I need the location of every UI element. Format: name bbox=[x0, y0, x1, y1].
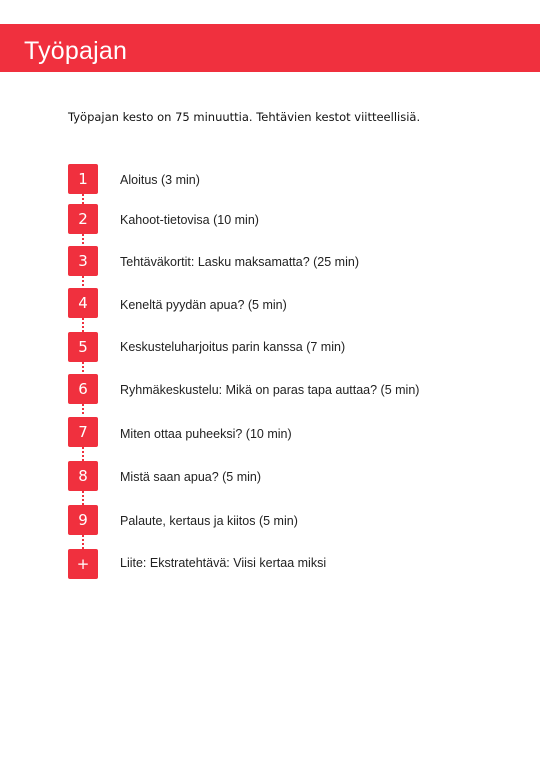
step-number-badge: 6 bbox=[68, 374, 98, 404]
step-label: Tehtäväkortit: Lasku maksamatta? (25 min) bbox=[120, 255, 359, 269]
connector bbox=[82, 491, 84, 505]
step-number-badge: 7 bbox=[68, 417, 98, 447]
step-label: Keneltä pyydän apua? (5 min) bbox=[120, 298, 287, 312]
connector bbox=[82, 276, 84, 286]
step-label: Keskusteluharjoitus parin kanssa (7 min) bbox=[120, 340, 346, 354]
step-number-badge: 1 bbox=[68, 164, 98, 194]
step-label: Ryhmäkeskustelu: Mikä on paras tapa auttaa? (5 min) bbox=[120, 383, 420, 397]
step-label: Mistä saan apua? (5 min) bbox=[120, 470, 262, 484]
step-label: Aloitus (3 min) bbox=[120, 173, 200, 187]
connector bbox=[82, 194, 84, 204]
step-number-badge: 4 bbox=[68, 288, 98, 318]
step-label: Palaute, kertaus ja kiitos (5 min) bbox=[120, 514, 298, 528]
step-number-badge: + bbox=[68, 549, 98, 579]
step-number-badge: 8 bbox=[68, 461, 98, 491]
connector bbox=[82, 535, 84, 549]
connector bbox=[82, 362, 84, 374]
step-number-badge: 9 bbox=[68, 505, 98, 535]
connector bbox=[82, 447, 84, 461]
step-label: Kahoot-tietovisa (10 min) bbox=[120, 213, 259, 227]
step-number-badge: 2 bbox=[68, 204, 98, 234]
step-label: Liite: Ekstratehtävä: Viisi kertaa miksi bbox=[120, 556, 327, 570]
step-label: Miten ottaa puheeksi? (10 min) bbox=[120, 427, 292, 441]
step-number-badge: 3 bbox=[68, 246, 98, 276]
connector bbox=[82, 318, 84, 332]
connector bbox=[82, 234, 84, 244]
intro-text: Työpajan kesto on 75 minuuttia. Tehtävien kestot viitteellisiä. bbox=[68, 110, 421, 124]
page-title: Työpajan bbox=[24, 37, 128, 65]
connector bbox=[82, 404, 84, 416]
step-number-badge: 5 bbox=[68, 332, 98, 362]
